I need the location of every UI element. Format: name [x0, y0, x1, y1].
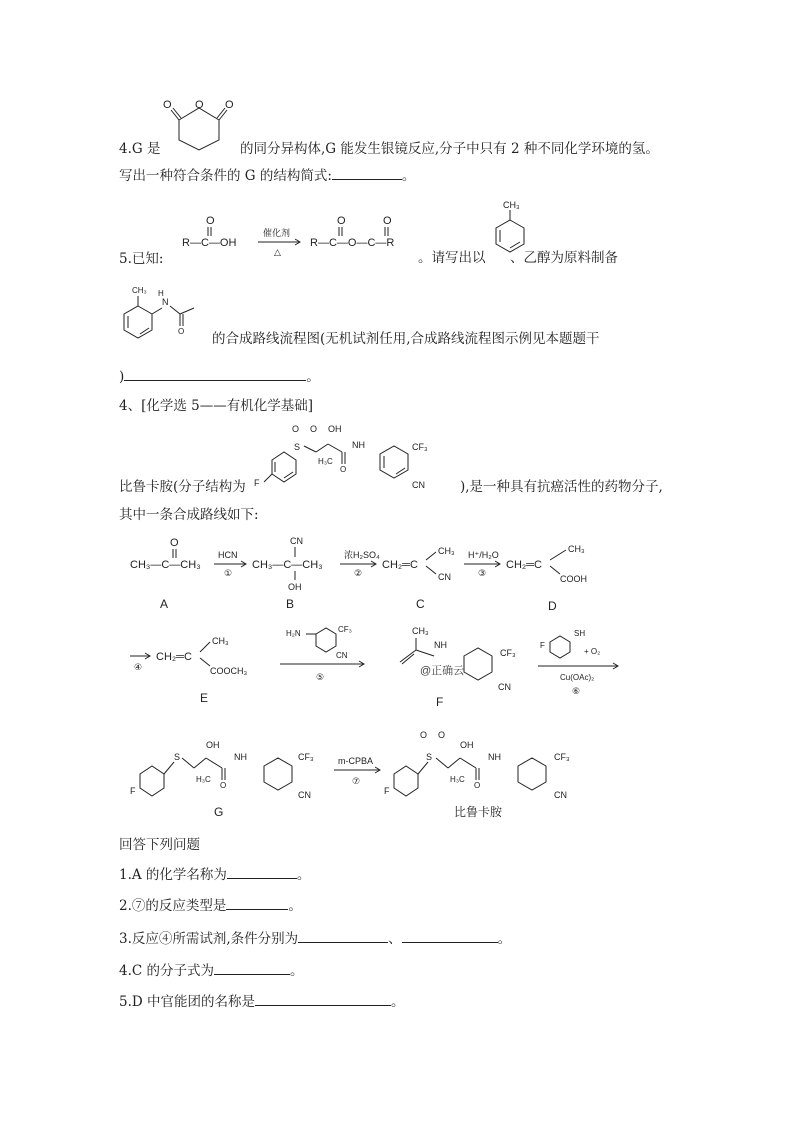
anhydride-reaction-equation: [178, 212, 438, 262]
q4-line-1: 4.G 是: [119, 141, 161, 157]
label-f: F: [436, 695, 444, 709]
carbonyl-o-left: O: [163, 99, 172, 111]
compound-a-o: O: [170, 537, 179, 549]
product-o1: O: [420, 730, 428, 740]
product-o-1: O: [337, 215, 346, 227]
step-7: ⑦: [352, 776, 361, 786]
question-4: 4.C 的分子式为 。: [119, 960, 304, 980]
compound-g-cn: CN: [298, 790, 311, 800]
label-b: B: [286, 597, 295, 611]
target-n: N: [162, 297, 169, 307]
target-h: H: [158, 289, 164, 298]
compound-f-cn: CN: [498, 682, 511, 692]
aniline-cf3: CF₃: [338, 625, 352, 634]
intro-nh: NH: [352, 440, 365, 450]
product-s: S: [426, 752, 433, 762]
answer-blank-3b[interactable]: [402, 928, 498, 943]
answer-blank-g[interactable]: [332, 165, 402, 180]
label-g: G: [214, 805, 224, 819]
intro-cn: CN: [412, 480, 425, 490]
product-formula: R—C—O—C—R: [310, 237, 395, 249]
step-6: ⑥: [572, 686, 581, 696]
label-c: C: [416, 597, 425, 611]
label-d: D: [548, 599, 557, 613]
glutaric-anhydride-structure: [155, 96, 245, 156]
q5-after-eq: 。请写出以: [418, 250, 486, 266]
intro-line-2: 其中一条合成路线如下:: [119, 507, 259, 523]
reagent-6a: + O₂: [584, 647, 601, 656]
anhydride-ring: [171, 108, 227, 150]
compound-c-cn: CN: [438, 572, 451, 582]
compound-g-cf3: CF₃: [298, 752, 314, 762]
compound-f-ch3: CH₃: [412, 626, 429, 636]
question-2: 2.⑦的反应类型是 。: [119, 895, 302, 915]
step-5: ⑤: [316, 672, 325, 682]
answer-blank-5[interactable]: [255, 991, 391, 1006]
reagent-7: m-CPBA: [338, 756, 374, 766]
thiol-f: F: [540, 641, 545, 650]
product-f: F: [384, 786, 390, 796]
compound-a-formula: CH₃—C—CH₃: [130, 559, 201, 571]
questions-header: 回答下列问题: [119, 837, 200, 853]
compound-e-formula: CH₂═C: [156, 651, 192, 663]
compound-g-oh: OH: [206, 740, 220, 750]
product-h3c: H₃C: [450, 775, 465, 784]
intro-o2: O: [310, 424, 318, 434]
compound-g-f: F: [130, 786, 136, 796]
compound-e-ch3: CH₃: [212, 636, 229, 646]
compound-e-cooch3: COOCH₃: [210, 666, 248, 676]
scheme-row-1: [120, 530, 640, 620]
product-cf3: CF₃: [554, 752, 570, 762]
q4-line-1b: 的同分异构体,G 能发生银镜反应,分子中只有 2 种不同化学环境的氢。: [240, 141, 659, 157]
q5-route-text: 的合成路线流程图(无机试剂任用,合成路线流程图示例见本题题干: [212, 331, 600, 347]
answer-blank-route[interactable]: [124, 366, 306, 381]
q5-prefix: 5.已知:: [119, 251, 164, 267]
intro-oh: OH: [328, 424, 342, 434]
intro-o1: O: [292, 424, 300, 434]
compound-d-ch3: CH₃: [568, 544, 585, 554]
intro-line-1b: ),是一种具有抗癌活性的药物分子,: [460, 479, 663, 495]
answer-blank-1[interactable]: [227, 864, 297, 879]
intro-f: F: [254, 478, 260, 488]
step-1: ①: [224, 568, 233, 578]
step-3: ③: [478, 568, 487, 578]
answer-blank-3a[interactable]: [298, 928, 388, 943]
compound-d-cooh: COOH: [560, 574, 587, 584]
compound-g-h3c: H₃C: [196, 775, 211, 784]
aniline-cn: CN: [336, 651, 348, 660]
scheme-row-3: [130, 720, 630, 820]
aniline-h2n: H₂N: [286, 629, 301, 638]
reactant-formula: R—C—OH: [182, 237, 237, 249]
heat-label: △: [274, 247, 281, 257]
compound-f-nh: NH: [434, 640, 447, 650]
reactant-o: O: [206, 215, 215, 227]
compound-c-formula: CH₂═C: [382, 559, 418, 571]
question-1: 1.A 的化学名称为 。: [119, 864, 310, 884]
compound-g-o: O: [220, 781, 227, 790]
compound-g-nh: NH: [234, 752, 247, 762]
bicalutamide-intro-structure: [252, 420, 462, 492]
step-4: ④: [134, 662, 143, 672]
scheme-row-2: [120, 618, 650, 708]
q5-mid: 、乙醇为原料制备: [510, 250, 618, 266]
product-o2: O: [438, 730, 446, 740]
compound-b-cn: CN: [290, 536, 303, 546]
question-5: 5.D 中官能团的名称是 。: [119, 991, 405, 1011]
intro-h3c: H₃C: [318, 457, 333, 466]
thiol-sh: SH: [574, 629, 586, 638]
reagent-2: 浓H₂SO₄: [344, 550, 380, 560]
intro-s: S: [294, 442, 301, 452]
catalyst-label: 催化剂: [263, 228, 291, 238]
label-product: 比鲁卡胺: [454, 805, 503, 819]
label-a: A: [160, 597, 169, 611]
product-o3: O: [474, 781, 481, 790]
answer-blank-2[interactable]: [226, 895, 288, 910]
watermark: @正确云: [420, 665, 465, 677]
target-o: O: [178, 327, 185, 336]
product-cn: CN: [554, 790, 567, 800]
reagent-6b: Cu(OAc)₂: [560, 673, 595, 682]
intro-cf3: CF₃: [412, 442, 428, 452]
product-o-2: O: [383, 215, 392, 227]
compound-g-s: S: [174, 752, 181, 762]
compound-d-formula: CH₂═C: [506, 559, 542, 571]
product-oh: OH: [460, 740, 474, 750]
q4-line-2: 写出一种符合条件的 G 的结构简式: 。: [119, 165, 415, 185]
answer-blank-4[interactable]: [214, 960, 290, 975]
label-e: E: [200, 691, 209, 705]
q5-route-answer-line: ) 。: [119, 366, 320, 386]
intro-o3: O: [340, 465, 347, 474]
reagent-3: H⁺/H₂O: [468, 550, 499, 560]
ring-oxygen: O: [195, 99, 204, 111]
compound-c-ch3: CH₃: [438, 546, 455, 556]
product-nh: NH: [488, 752, 501, 762]
compound-b-formula: CH₃—C—CH₃: [252, 559, 323, 571]
intro-line-1: 比鲁卡胺(分子结构为: [119, 479, 246, 495]
step-2: ②: [354, 568, 363, 578]
section-header: 4、[化学选 5——有机化学基础]: [119, 398, 314, 414]
target-methyl: CH₃: [132, 286, 147, 295]
toluene-methyl: CH₃: [503, 200, 520, 210]
compound-f-cf3: CF₃: [500, 648, 516, 658]
reagent-1: HCN: [218, 550, 238, 560]
question-3: 3.反应④所需试剂,条件分别为 、 。: [119, 928, 511, 948]
compound-b-oh: OH: [288, 582, 302, 592]
carbonyl-o-right: O: [225, 99, 234, 111]
target-acetanilide-structure: [118, 282, 218, 342]
